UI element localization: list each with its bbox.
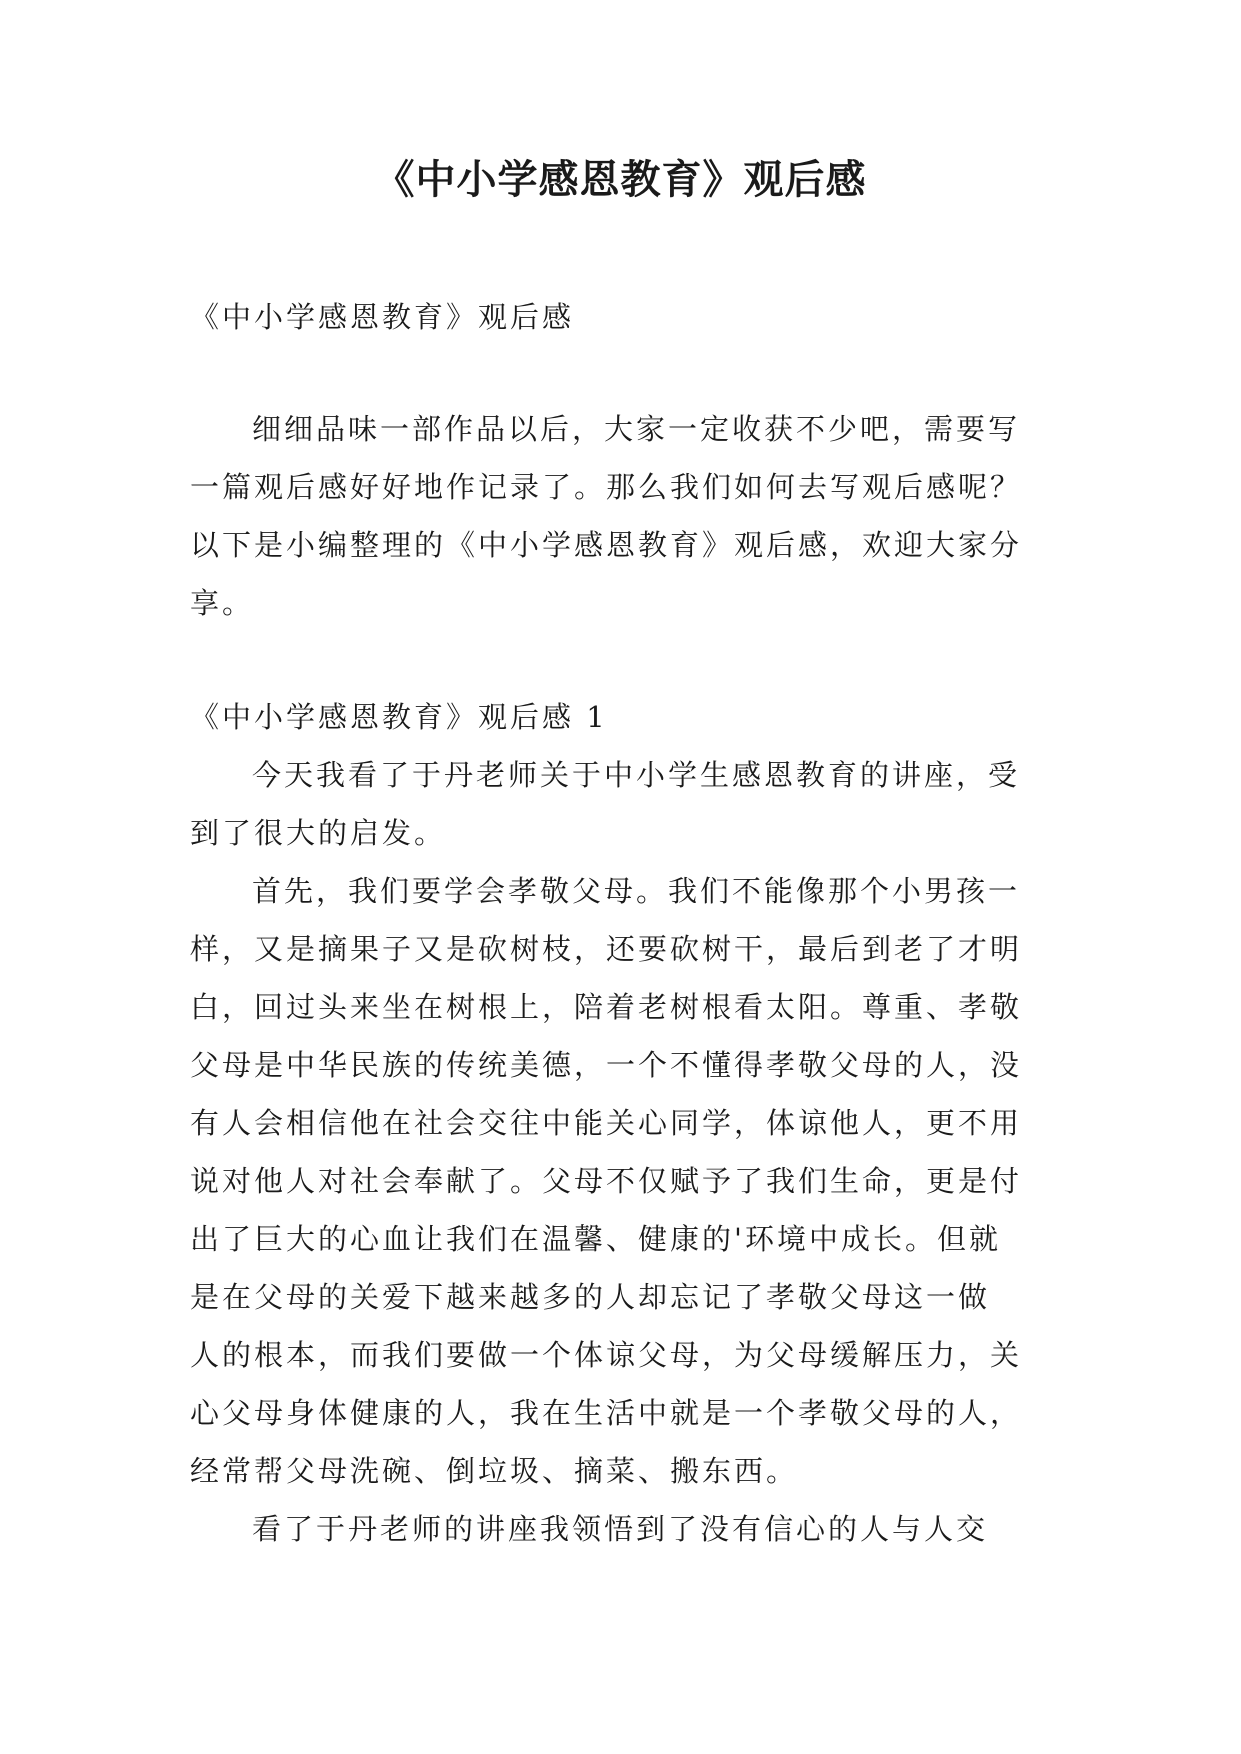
paragraph-2 (190, 862, 1052, 1500)
paragraph-line: 白，回过头来坐在树根上，陪着老树根看太阳。尊重、孝敬 (190, 990, 1023, 1024)
paragraph-line: 人的根本，而我们要做一个体谅父母，为父母缓解压力，关 (190, 1338, 1023, 1372)
paragraph-line: 是在父母的关爱下越来越多的人却忘记了孝敬父母这一做 (190, 1280, 991, 1314)
paragraph-line: 父母是中华民族的传统美德，一个不懂得孝敬父母的人，没 (190, 1048, 1023, 1082)
paragraph-line: 出了巨大的心血让我们在温馨、健康的'环境中成长。但就 (190, 1222, 1001, 1256)
paragraph-line: 看了于丹老师的讲座我领悟到了没有信心的人与人交 (252, 1512, 989, 1546)
paragraph-3 (190, 1500, 1052, 1558)
intro-line: 享。 (190, 586, 255, 620)
intro-line: 以下是小编整理的《中小学感恩教育》观后感，欢迎大家分 (190, 528, 1023, 562)
document-title: 《中小学感恩教育》观后感 (374, 157, 867, 203)
paragraph-line: 首先，我们要学会孝敬父母。我们不能像那个小男孩一 (252, 874, 1021, 908)
paragraph-line: 心父母身体健康的人，我在生活中就是一个孝敬父母的人， (190, 1396, 1023, 1430)
paragraph-line: 样，又是摘果子又是砍树枝，还要砍树干，最后到老了才明 (190, 932, 1023, 966)
paragraph-line: 有人会相信他在社会交往中能关心同学，体谅他人，更不用 (190, 1106, 1023, 1140)
paragraph-1 (190, 746, 1052, 862)
paragraph-line: 说对他人对社会奉献了。父母不仅赋予了我们生命，更是付 (190, 1164, 1023, 1198)
intro-line: 细细品味一部作品以后，大家一定收获不少吧，需要写 (252, 412, 1021, 446)
intro-paragraph (190, 400, 1052, 632)
paragraph-line: 今天我看了于丹老师关于中小学生感恩教育的讲座，受 (252, 758, 1021, 792)
intro-line: 一篇观后感好好地作记录了。那么我们如何去写观后感呢？ (190, 470, 1023, 504)
paragraph-line: 经常帮父母洗碗、倒垃圾、摘菜、搬东西。 (190, 1454, 799, 1488)
section-heading: 《中小学感恩教育》观后感 1 (190, 700, 608, 734)
document-subtitle (190, 288, 1052, 346)
section-1 (190, 688, 1052, 1558)
paragraph-line: 到了很大的启发。 (190, 816, 447, 850)
subtitle-text: 《中小学感恩教育》观后感 (190, 300, 575, 334)
